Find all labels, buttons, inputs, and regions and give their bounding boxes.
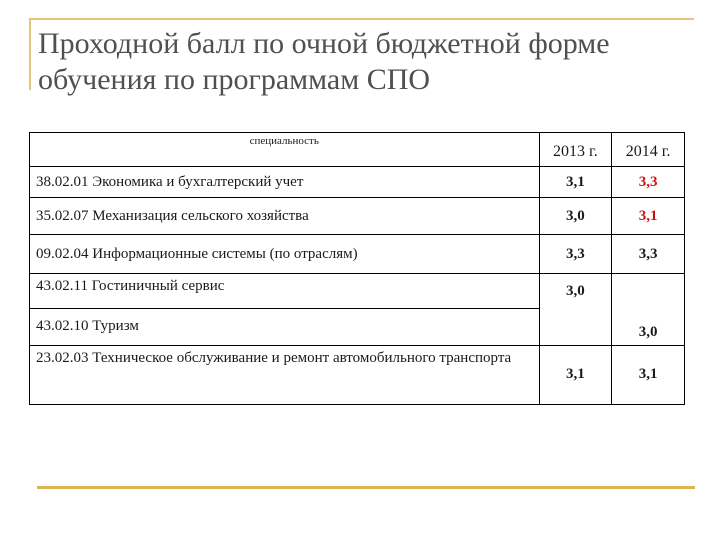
header-2014: 2014 г.	[612, 133, 685, 167]
specialty-name: 35.02.07 Механизация сельского хозяйства	[30, 198, 540, 235]
specialty-name: 09.02.04 Информационные системы (по отраслям)	[30, 235, 540, 274]
score-2013: 3,0	[539, 198, 612, 235]
specialty-name: 38.02.01 Экономика и бухгалтерский учет	[30, 167, 540, 198]
page-title: Проходной балл по очной бюджетной форме обучения по программам СПО	[38, 27, 610, 96]
table-row	[30, 345, 685, 404]
score-2013: 3,3	[539, 235, 612, 274]
table-header-row	[30, 133, 685, 167]
score-2014: 3,1	[612, 198, 685, 235]
score-2013: 3,0	[539, 274, 612, 309]
score-2014	[612, 274, 685, 309]
specialty-name: 23.02.03 Техническое обслуживание и ремонт автомобильного транспорта	[30, 345, 540, 404]
header-specialty: специальность	[30, 133, 540, 167]
specialty-name: 43.02.11 Гостиничный сервис	[30, 274, 540, 309]
scores-table	[29, 132, 685, 405]
score-2013: 3,1	[539, 167, 612, 198]
table-row	[30, 235, 685, 274]
score-2013	[539, 309, 612, 346]
score-2014: 3,1	[612, 345, 685, 404]
score-2014: 3,0	[612, 309, 685, 346]
table-row	[30, 198, 685, 235]
frame-top-line	[29, 18, 694, 20]
table-row	[30, 309, 685, 346]
specialty-name: 43.02.10 Туризм	[30, 309, 540, 346]
score-2014: 3,3	[612, 167, 685, 198]
score-2014: 3,3	[612, 235, 685, 274]
table-row	[30, 274, 685, 309]
footer-accent-line	[37, 486, 695, 489]
frame-left-line	[29, 18, 31, 90]
header-2013: 2013 г.	[539, 133, 612, 167]
score-2013: 3,1	[539, 345, 612, 404]
table-row	[30, 167, 685, 198]
